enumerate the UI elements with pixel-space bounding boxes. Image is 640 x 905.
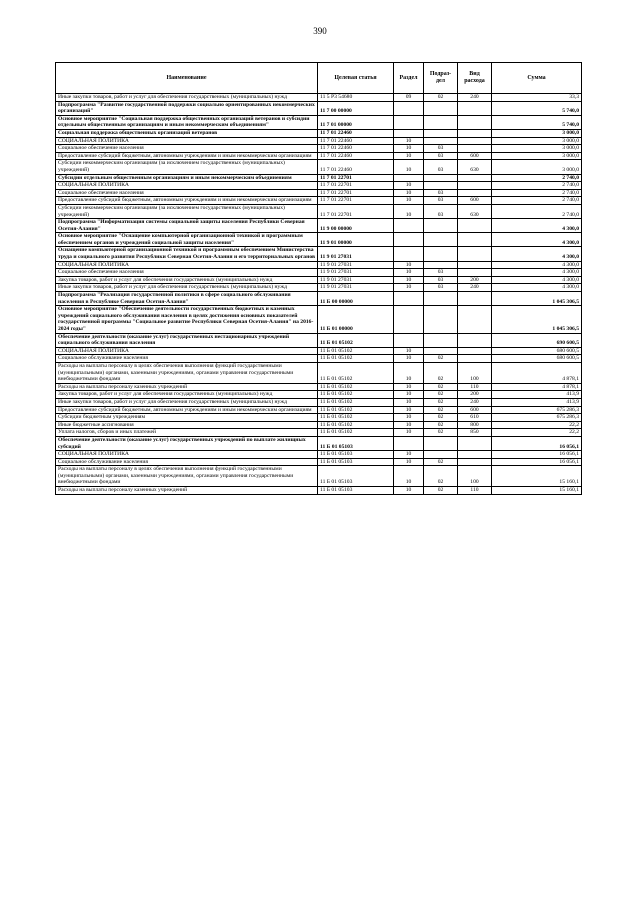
row-section-cell: 10 — [394, 421, 424, 429]
row-name-cell: Субсидии бюджетным учреждениям — [56, 414, 318, 422]
row-target-item-cell: 11 7 01 22701 — [318, 182, 394, 190]
row-section-cell: 10 — [394, 383, 424, 391]
row-sum-cell: 3 000,0 — [492, 129, 582, 137]
row-sum-cell: 413,9 — [492, 398, 582, 406]
row-subsection-cell: 03 — [424, 160, 458, 174]
table-row — [56, 276, 582, 284]
row-subsection-cell: 02 — [424, 398, 458, 406]
row-subsection-cell: 02 — [424, 414, 458, 422]
table-row — [56, 152, 582, 160]
row-subsection-cell: 02 — [424, 94, 458, 102]
table-header-row — [56, 63, 582, 94]
row-name-cell: Подпрограмма "Реализация государственной политики в сфере социального обслуживания населения в Республике Северная Осетия-Алания" — [56, 292, 318, 306]
row-sum-cell: 3 000,0 — [492, 152, 582, 160]
row-subsection-cell: 02 — [424, 406, 458, 414]
table-row — [56, 247, 582, 261]
row-target-item-cell: 11 Б 01 05102 — [318, 362, 394, 383]
row-sum-cell: 2 740,0 — [492, 189, 582, 197]
row-name-cell: Расходы на выплаты персоналу в целях обеспечения выполнения функций государственными (муниципальными) органами, казенными учреждениями, органами управления государственными внебюджетными фондами — [56, 466, 318, 487]
row-target-item-cell: 11 Б 01 05103 — [318, 458, 394, 466]
row-target-item-cell: 11 7 01 22701 — [318, 189, 394, 197]
row-expense-type-cell: 600 — [458, 152, 492, 160]
row-section-cell — [394, 219, 424, 233]
row-sum-cell: 675 286,3 — [492, 406, 582, 414]
row-subsection-cell: 02 — [424, 458, 458, 466]
row-expense-type-cell: 100 — [458, 466, 492, 487]
row-subsection-cell: 03 — [424, 145, 458, 153]
row-section-cell: 10 — [394, 362, 424, 383]
row-subsection-cell: 03 — [424, 276, 458, 284]
row-expense-type-cell — [458, 292, 492, 306]
table-row — [56, 306, 582, 333]
row-subsection-cell: 02 — [424, 355, 458, 363]
table-row — [56, 182, 582, 190]
row-subsection-cell — [424, 182, 458, 190]
row-section-cell: 10 — [394, 284, 424, 292]
row-target-item-cell: 11 7 01 22460 — [318, 160, 394, 174]
row-name-cell: Подпрограмма "Информатизация системы социальной защиты населения Республики Северная Осетия-Алания" — [56, 219, 318, 233]
row-target-item-cell: 11 Б 01 05103 — [318, 487, 394, 495]
row-name-cell: Субсидии некоммерческим организациям (за исключением государственных (муниципальных) учреждений) — [56, 160, 318, 174]
row-target-item-cell: 11 9 01 00000 — [318, 233, 394, 247]
row-sum-cell: 4 300,0 — [492, 284, 582, 292]
row-section-cell: 10 — [394, 487, 424, 495]
row-section-cell — [394, 174, 424, 182]
table-row — [56, 137, 582, 145]
table-row — [56, 406, 582, 414]
header-sum: Сумма — [492, 63, 582, 94]
row-name-cell: Иные закупки товаров, работ и услуг для обеспечения государственных (муниципальных) нужд — [56, 284, 318, 292]
table-row — [56, 189, 582, 197]
row-expense-type-cell: 630 — [458, 160, 492, 174]
row-expense-type-cell: 800 — [458, 421, 492, 429]
row-sum-cell: 16 056,1 — [492, 458, 582, 466]
row-sum-cell: 4 300,0 — [492, 219, 582, 233]
table-row — [56, 160, 582, 174]
row-target-item-cell: 11 7 01 22701 — [318, 204, 394, 218]
row-section-cell: 10 — [394, 355, 424, 363]
table-row — [56, 391, 582, 399]
row-subsection-cell — [424, 306, 458, 333]
row-name-cell: СОЦИАЛЬНАЯ ПОЛИТИКА — [56, 137, 318, 145]
row-section-cell: 10 — [394, 182, 424, 190]
row-section-cell: 10 — [394, 204, 424, 218]
row-sum-cell: 2 740,0 — [492, 174, 582, 182]
row-target-item-cell: 11 Б 01 05103 — [318, 466, 394, 487]
row-expense-type-cell: 610 — [458, 414, 492, 422]
row-section-cell — [394, 233, 424, 247]
row-sum-cell: 680 600,5 — [492, 355, 582, 363]
row-section-cell — [394, 129, 424, 137]
row-name-cell: Иные закупки товаров, работ и услуг для обеспечения государственных (муниципальных) нужд — [56, 94, 318, 102]
table-row — [56, 233, 582, 247]
row-name-cell: СОЦИАЛЬНАЯ ПОЛИТИКА — [56, 182, 318, 190]
row-sum-cell: 33,3 — [492, 94, 582, 102]
row-section-cell: 10 — [394, 458, 424, 466]
row-section-cell — [394, 436, 424, 450]
row-subsection-cell — [424, 261, 458, 269]
row-subsection-cell: 03 — [424, 269, 458, 277]
table-row — [56, 145, 582, 153]
row-expense-type-cell: 110 — [458, 383, 492, 391]
row-target-item-cell: 11 7 01 22460 — [318, 145, 394, 153]
row-expense-type-cell — [458, 182, 492, 190]
row-sum-cell: 4 300,0 — [492, 247, 582, 261]
row-target-item-cell: 11 Б 01 05102 — [318, 421, 394, 429]
row-target-item-cell: 11 Б 01 05102 — [318, 391, 394, 399]
table-row — [56, 115, 582, 129]
row-target-item-cell: 11 Б 00 00000 — [318, 292, 394, 306]
row-name-cell: Основное мероприятие "Социальная поддержка общественных организаций ветеранов и субсидии отдельным общественным организациям и иным некоммерческим объединениям" — [56, 115, 318, 129]
row-subsection-cell: 02 — [424, 429, 458, 437]
table-row — [56, 436, 582, 450]
row-expense-type-cell — [458, 333, 492, 347]
row-subsection-cell: 03 — [424, 152, 458, 160]
row-name-cell: Основное мероприятие "Обеспечение деятельности государственных бюджетных и казенных учреждений социального обслуживания населения в целях достижения основных показателей государственной программы "Социальное развитие Республики Северная Осетия-Алания" на 2016-2024 годы" — [56, 306, 318, 333]
table-row — [56, 347, 582, 355]
row-subsection-cell — [424, 333, 458, 347]
row-section-cell — [394, 115, 424, 129]
row-name-cell: Основное мероприятие "Оснащение компьютерной организационной техникой и программным обеспечением органов и учреждений социальной защиты населения" — [56, 233, 318, 247]
table-row — [56, 261, 582, 269]
table-row — [56, 414, 582, 422]
row-subsection-cell: 02 — [424, 466, 458, 487]
row-expense-type-cell — [458, 129, 492, 137]
row-section-cell — [394, 292, 424, 306]
row-target-item-cell: 11 Б 01 05102 — [318, 429, 394, 437]
row-expense-type-cell: 200 — [458, 276, 492, 284]
row-sum-cell: 2 740,0 — [492, 182, 582, 190]
row-expense-type-cell — [458, 355, 492, 363]
row-sum-cell: 680 600,5 — [492, 347, 582, 355]
row-sum-cell: 15 160,1 — [492, 487, 582, 495]
row-expense-type-cell — [458, 269, 492, 277]
row-expense-type-cell: 110 — [458, 487, 492, 495]
row-section-cell: 10 — [394, 276, 424, 284]
row-section-cell: 10 — [394, 160, 424, 174]
row-section-cell: 10 — [394, 414, 424, 422]
row-sum-cell: 16 056,1 — [492, 451, 582, 459]
row-subsection-cell: 02 — [424, 391, 458, 399]
row-target-item-cell: 11 Б 01 05102 — [318, 406, 394, 414]
row-section-cell: 10 — [394, 398, 424, 406]
table-row — [56, 429, 582, 437]
row-expense-type-cell — [458, 174, 492, 182]
row-section-cell: 10 — [394, 406, 424, 414]
table-body — [56, 94, 582, 495]
table-row — [56, 129, 582, 137]
header-subsection: Подраз-дел — [424, 63, 458, 94]
row-subsection-cell — [424, 115, 458, 129]
row-section-cell — [394, 101, 424, 115]
row-target-item-cell: 11 9 01 27031 — [318, 284, 394, 292]
row-name-cell: Закупка товаров, работ и услуг для обеспечения государственных (муниципальных) нужд — [56, 391, 318, 399]
row-subsection-cell: 03 — [424, 204, 458, 218]
row-expense-type-cell: 240 — [458, 398, 492, 406]
row-expense-type-cell — [458, 219, 492, 233]
row-sum-cell: 15 160,1 — [492, 466, 582, 487]
row-expense-type-cell — [458, 451, 492, 459]
row-expense-type-cell: 240 — [458, 284, 492, 292]
row-sum-cell: 675 286,3 — [492, 414, 582, 422]
row-name-cell: Социальное обеспечение населения — [56, 145, 318, 153]
row-subsection-cell: 02 — [424, 383, 458, 391]
row-target-item-cell: 11 9 01 27031 — [318, 247, 394, 261]
row-name-cell: Расходы на выплаты персоналу казенных учреждений — [56, 383, 318, 391]
row-sum-cell: 22,2 — [492, 421, 582, 429]
table-row — [56, 487, 582, 495]
table-row — [56, 383, 582, 391]
row-name-cell: СОЦИАЛЬНАЯ ПОЛИТИКА — [56, 261, 318, 269]
row-name-cell: Предоставление субсидий бюджетным, автономным учреждениям и иным некоммерческим организациям — [56, 406, 318, 414]
row-expense-type-cell: 100 — [458, 362, 492, 383]
row-expense-type-cell: 600 — [458, 197, 492, 205]
row-target-item-cell: 11 7 00 00000 — [318, 101, 394, 115]
table-row — [56, 451, 582, 459]
row-subsection-cell: 03 — [424, 189, 458, 197]
row-sum-cell: 22,2 — [492, 429, 582, 437]
row-target-item-cell: 11 Б 01 05102 — [318, 414, 394, 422]
table-row — [56, 333, 582, 347]
row-sum-cell: 3 000,0 — [492, 145, 582, 153]
row-sum-cell: 2 740,0 — [492, 197, 582, 205]
row-target-item-cell: 11 Б 01 00000 — [318, 306, 394, 333]
row-section-cell: 10 — [394, 197, 424, 205]
row-section-cell: 10 — [394, 269, 424, 277]
row-expense-type-cell — [458, 261, 492, 269]
row-expense-type-cell: 850 — [458, 429, 492, 437]
row-target-item-cell: 11 7 01 22460 — [318, 152, 394, 160]
row-name-cell: Социальное обслуживание населения — [56, 355, 318, 363]
row-expense-type-cell — [458, 436, 492, 450]
row-subsection-cell — [424, 347, 458, 355]
row-target-item-cell: 11 Б 01 05102 — [318, 347, 394, 355]
row-section-cell: 10 — [394, 347, 424, 355]
row-expense-type-cell: 240 — [458, 94, 492, 102]
row-sum-cell: 4 300,0 — [492, 269, 582, 277]
row-subsection-cell: 02 — [424, 487, 458, 495]
row-expense-type-cell: 600 — [458, 406, 492, 414]
row-sum-cell: 3 000,0 — [492, 137, 582, 145]
row-target-item-cell: 11 9 00 00000 — [318, 219, 394, 233]
row-subsection-cell — [424, 247, 458, 261]
header-expense-type: Вид расхода — [458, 63, 492, 94]
row-target-item-cell: 11 7 01 22460 — [318, 129, 394, 137]
table-row — [56, 219, 582, 233]
table-row — [56, 94, 582, 102]
row-section-cell — [394, 306, 424, 333]
row-name-cell: Оснащение компьютерной организационной техникой и программным обеспечением Министерства труда и социального развития Республики Северная Осетия-Алания и его территориальных органов — [56, 247, 318, 261]
row-name-cell: Социальное обслуживание населения — [56, 458, 318, 466]
row-target-item-cell: 11 Б 01 05102 — [318, 333, 394, 347]
row-expense-type-cell — [458, 306, 492, 333]
row-subsection-cell: 03 — [424, 197, 458, 205]
row-name-cell: Иные бюджетные ассигнования — [56, 421, 318, 429]
row-subsection-cell: 03 — [424, 284, 458, 292]
budget-table — [55, 62, 582, 495]
row-expense-type-cell — [458, 347, 492, 355]
row-target-item-cell: 11 Б 01 05102 — [318, 355, 394, 363]
row-name-cell: Обеспечение деятельности (оказание услуг) государственных учреждений по выплате жилищных субсидий — [56, 436, 318, 450]
row-sum-cell: 16 056,1 — [492, 436, 582, 450]
row-section-cell: 10 — [394, 451, 424, 459]
row-subsection-cell — [424, 436, 458, 450]
row-target-item-cell: 11 7 01 22460 — [318, 137, 394, 145]
row-expense-type-cell — [458, 101, 492, 115]
table-row — [56, 101, 582, 115]
row-expense-type-cell — [458, 189, 492, 197]
row-section-cell: 10 — [394, 391, 424, 399]
row-target-item-cell: 11 7 01 00000 — [318, 115, 394, 129]
row-name-cell: Социальная поддержка общественных организаций ветеранов — [56, 129, 318, 137]
row-subsection-cell — [424, 129, 458, 137]
table-row — [56, 458, 582, 466]
row-section-cell: 10 — [394, 466, 424, 487]
header-section: Раздел — [394, 63, 424, 94]
row-sum-cell: 2 740,0 — [492, 204, 582, 218]
row-target-item-cell: 11 Б 01 05102 — [318, 383, 394, 391]
row-subsection-cell: 02 — [424, 421, 458, 429]
row-target-item-cell: 11 Б 01 05103 — [318, 436, 394, 450]
row-expense-type-cell — [458, 115, 492, 129]
row-sum-cell: 4 300,0 — [492, 233, 582, 247]
row-target-item-cell: 11 7 01 22701 — [318, 174, 394, 182]
row-name-cell: Расходы на выплаты персоналу в целях обеспечения выполнения функций государственными (муниципальными) органами, казенными учреждениями, органами управления государственными внебюджетными фондами — [56, 362, 318, 383]
row-target-item-cell: 11 9 01 27031 — [318, 269, 394, 277]
row-name-cell: Обеспечение деятельности (оказание услуг) государственных нестационарных учреждений социального обслуживания населения — [56, 333, 318, 347]
row-name-cell: Подпрограмма "Развитие государственной поддержки социально ориентированных некоммерческих организаций" — [56, 101, 318, 115]
row-name-cell: Социальное обеспечение населения — [56, 189, 318, 197]
row-name-cell: СОЦИАЛЬНАЯ ПОЛИТИКА — [56, 451, 318, 459]
row-subsection-cell — [424, 233, 458, 247]
row-section-cell: 10 — [394, 152, 424, 160]
row-sum-cell: 4 300,0 — [492, 276, 582, 284]
table-row — [56, 204, 582, 218]
row-sum-cell: 690 600,5 — [492, 333, 582, 347]
row-name-cell: Субсидии некоммерческим организациям (за исключением государственных (муниципальных) учреждений) — [56, 204, 318, 218]
row-subsection-cell: 02 — [424, 362, 458, 383]
table-row — [56, 355, 582, 363]
row-sum-cell: 1 045 306,5 — [492, 292, 582, 306]
row-sum-cell: 4 300,0 — [492, 261, 582, 269]
row-name-cell: Социальное обеспечение населения — [56, 269, 318, 277]
row-sum-cell: 5 740,0 — [492, 115, 582, 129]
row-name-cell: Уплата налогов, сборов и иных платежей — [56, 429, 318, 437]
row-subsection-cell — [424, 137, 458, 145]
header-target-item: Целевая статья — [318, 63, 394, 94]
row-name-cell: Иные закупки товаров, работ и услуг для обеспечения государственных (муниципальных) нужд — [56, 398, 318, 406]
row-expense-type-cell — [458, 145, 492, 153]
row-subsection-cell — [424, 174, 458, 182]
row-expense-type-cell: 200 — [458, 391, 492, 399]
row-subsection-cell — [424, 292, 458, 306]
row-name-cell: Предоставление субсидий бюджетным, автономным учреждениям и иным некоммерческим организациям — [56, 152, 318, 160]
row-expense-type-cell — [458, 247, 492, 261]
page-number: 390 — [313, 26, 327, 36]
row-sum-cell: 4 878,1 — [492, 362, 582, 383]
row-section-cell — [394, 333, 424, 347]
row-name-cell: Предоставление субсидий бюджетным, автономным учреждениям и иным некоммерческим организациям — [56, 197, 318, 205]
row-section-cell: 10 — [394, 261, 424, 269]
table-row — [56, 292, 582, 306]
row-sum-cell: 5 740,0 — [492, 101, 582, 115]
row-subsection-cell — [424, 101, 458, 115]
row-section-cell: 10 — [394, 429, 424, 437]
row-sum-cell: 1 045 306,5 — [492, 306, 582, 333]
table-row — [56, 197, 582, 205]
row-target-item-cell: 11 Б 01 05102 — [318, 398, 394, 406]
row-sum-cell: 3 000,0 — [492, 160, 582, 174]
row-name-cell: Расходы на выплаты персоналу казенных учреждений — [56, 487, 318, 495]
table-row — [56, 362, 582, 383]
row-target-item-cell: 11 7 01 22701 — [318, 197, 394, 205]
row-subsection-cell — [424, 451, 458, 459]
row-expense-type-cell — [458, 233, 492, 247]
table-row — [56, 284, 582, 292]
row-section-cell: 10 — [394, 137, 424, 145]
row-target-item-cell: 11 Б 01 05103 — [318, 451, 394, 459]
row-name-cell: Закупка товаров, работ и услуг для обеспечения государственных (муниципальных) нужд — [56, 276, 318, 284]
row-name-cell: СОЦИАЛЬНАЯ ПОЛИТИКА — [56, 347, 318, 355]
row-target-item-cell: 11 9 01 27031 — [318, 276, 394, 284]
header-name: Наименование — [56, 63, 318, 94]
table-row — [56, 398, 582, 406]
row-section-cell — [394, 247, 424, 261]
row-sum-cell: 413,9 — [492, 391, 582, 399]
row-target-item-cell: 11 5 P3 54680 — [318, 94, 394, 102]
row-section-cell: 10 — [394, 189, 424, 197]
table-row — [56, 174, 582, 182]
row-expense-type-cell — [458, 137, 492, 145]
row-sum-cell: 4 878,1 — [492, 383, 582, 391]
table-row — [56, 421, 582, 429]
table-row — [56, 466, 582, 487]
row-section-cell: 09 — [394, 94, 424, 102]
row-name-cell: Субсидии отдельным общественным организациям и иным некоммерческим объединениям — [56, 174, 318, 182]
row-subsection-cell — [424, 219, 458, 233]
row-section-cell: 10 — [394, 145, 424, 153]
row-target-item-cell: 11 9 01 27031 — [318, 261, 394, 269]
table-row — [56, 269, 582, 277]
row-expense-type-cell — [458, 458, 492, 466]
row-expense-type-cell: 630 — [458, 204, 492, 218]
